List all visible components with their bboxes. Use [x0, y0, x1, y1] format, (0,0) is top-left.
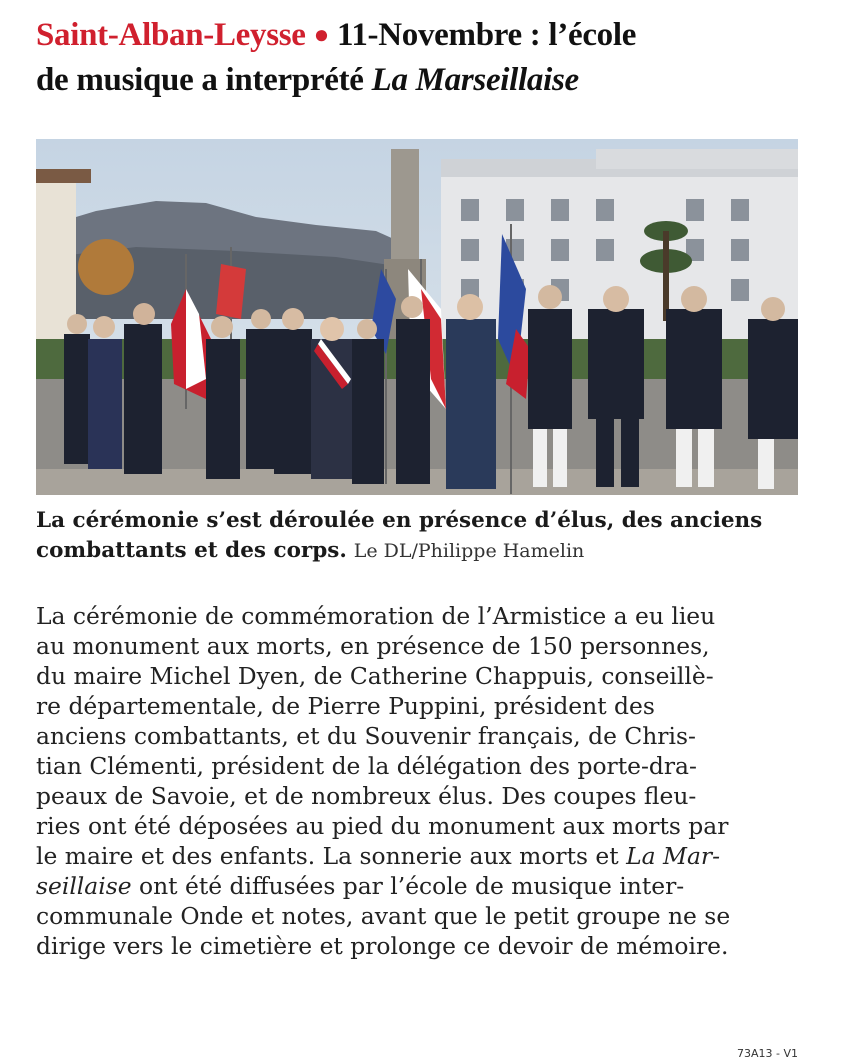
headline-line2-italic: La Marseillaise [371, 62, 579, 98]
article-photo [36, 139, 798, 495]
headline-line1: 11-Novembre : l’école [336, 17, 637, 53]
headline [36, 12, 826, 103]
article-line: anciens combattants, et du Souvenir français, de Chris- [36, 722, 696, 750]
headline-place: Saint-Alban-Leysse [36, 17, 306, 53]
bullet-dot-icon: ● [313, 20, 329, 49]
photo-credit: Le DL/Philippe Hamelin [353, 540, 585, 562]
article-line: peaux de Savoie, et de nombreux élus. Des coupes fleu- [36, 782, 697, 810]
article-line: ries ont été déposées au pied du monument aux morts par [36, 812, 729, 840]
article-line: re départementale, de Pierre Puppini, président des [36, 692, 655, 720]
article-body [36, 601, 826, 961]
article-line: dirige vers le cimetière et prolonge ce devoir de mémoire. [36, 932, 729, 960]
article-line-9-text: le maire et des enfants. La sonnerie aux morts et [36, 842, 627, 870]
photo-caption [36, 506, 826, 566]
article-line-10-italic: seillaise [36, 872, 132, 900]
article-line: La cérémonie de commémoration de l’Armistice a eu lieu [36, 602, 716, 630]
caption-text: La cérémonie s’est déroulée en présence d’élus, des anciens combattants et des corps. [36, 508, 763, 563]
article-line: au monument aux morts, en présence de 150 personnes, [36, 632, 710, 660]
article-line: tian Clémenti, président de la délégation des porte-dra- [36, 752, 697, 780]
article-line-9-italic: La Mar- [626, 842, 721, 870]
article-line [36, 871, 826, 901]
ceremony-photo-illustration [36, 139, 798, 495]
article-line-10-text: ont été diffusées par l’école de musique inter- [131, 872, 685, 900]
article-line: communale Onde et notes, avant que le petit groupe ne se [36, 902, 731, 930]
article-line: du maire Michel Dyen, de Catherine Chappuis, conseillè- [36, 662, 714, 690]
page-reference: 73A13 - V1 [736, 1047, 798, 1060]
headline-line2-prefix: de musique a interprété [36, 62, 372, 98]
article-line [36, 841, 826, 871]
